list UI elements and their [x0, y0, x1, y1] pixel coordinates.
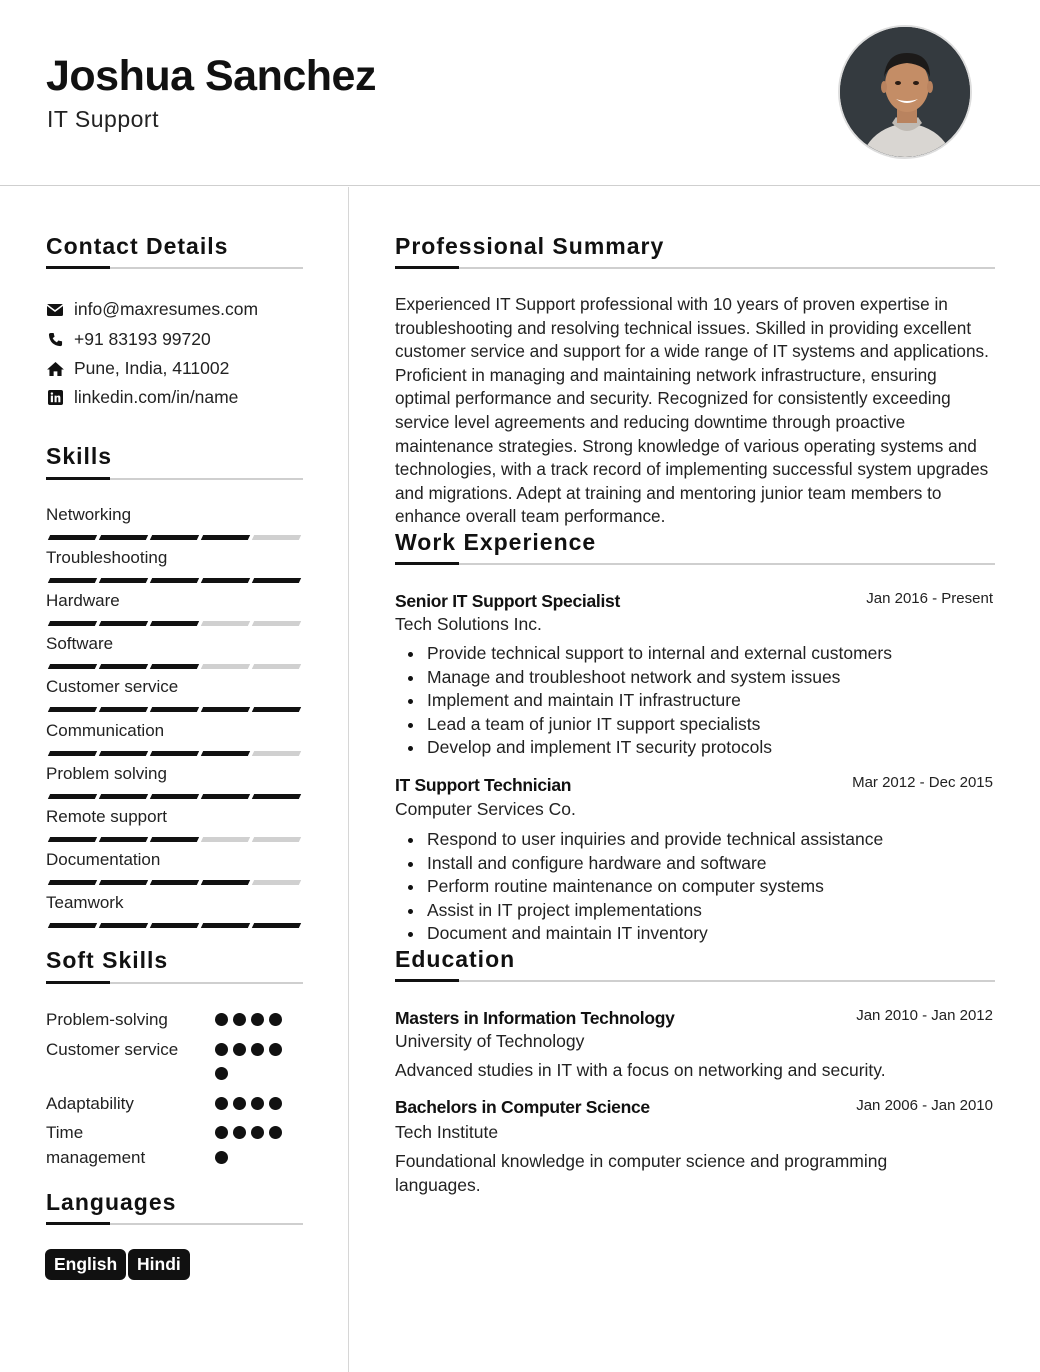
languages-rule	[46, 1223, 303, 1225]
contact-linkedin[interactable]	[46, 387, 238, 408]
skill-level-segment	[252, 707, 301, 712]
list-item: Perform routine maintenance on computer systems	[395, 875, 995, 899]
skill-level-segment	[252, 578, 301, 583]
skill-level-bar	[46, 880, 302, 885]
soft-skills-section-title: Soft Skills	[46, 947, 169, 973]
list-item: Provide technical support to internal and external customers	[395, 642, 995, 666]
skill-level-segment	[99, 923, 148, 928]
skill-level-segment	[99, 751, 148, 756]
skill-level-segment	[48, 923, 97, 928]
job-company: Computer Services Co.	[395, 799, 576, 819]
contact-email[interactable]	[46, 299, 258, 320]
skill-level-segment	[48, 535, 97, 540]
skill-level-segment	[201, 751, 250, 756]
skill-level-bar	[46, 621, 302, 626]
school-name: University of Technology	[395, 1031, 585, 1051]
soft-skill-label: Time management	[46, 1123, 146, 1167]
list-item: Lead a team of junior IT support specialists	[395, 713, 995, 737]
skill-level-segment	[252, 664, 301, 669]
contact-section-title: Contact Details	[46, 233, 229, 259]
skill-level-segment	[150, 621, 199, 626]
column-divider	[348, 187, 349, 1372]
degree-description: Advanced studies in IT with a focus on networking and security.	[395, 1060, 886, 1080]
degree-description: Foundational knowledge in computer science and programming languages.	[395, 1151, 888, 1195]
summary-text: Experienced IT Support professional with 10 years of proven expertise in troubleshooting and resolving technical issues. Skilled in providing excellent customer service and support for a wide range of IT systems and applications. Proficient in managing and maintaining network infrastructure, ensuring optimal performance and security. Recognized for consistently exceeding service level agreements and reducing downtime through proactive maintenance strategies. Strong knowledge of various operating systems and technologies, with a track record of implementing successful system upgrades and migrations. Adept at training and mentoring junior team members to enhance overall team performance.	[395, 294, 989, 527]
skill-level-bar	[46, 837, 302, 842]
skill-level-bar	[46, 664, 302, 669]
skill-level-bar	[46, 923, 302, 928]
skill-level-segment	[48, 794, 97, 799]
school-name: Tech Institute	[395, 1122, 499, 1142]
skill-label: Remote support	[46, 807, 167, 826]
skill-level-segment	[150, 707, 199, 712]
skill-level-segment	[48, 664, 97, 669]
skill-level-segment	[252, 794, 301, 799]
skill-level-segment	[252, 837, 301, 842]
linkedin-text: linkedin.com/in/name	[74, 387, 239, 407]
list-item: Document and maintain IT inventory	[395, 922, 995, 946]
location-text: Pune, India, 411002	[74, 358, 230, 378]
skill-level-segment	[48, 707, 97, 712]
skill-level-bar	[46, 751, 302, 756]
skill-level-segment	[252, 751, 301, 756]
skill-level-segment	[99, 837, 148, 842]
skills-section-title: Skills	[46, 443, 113, 469]
skill-level-bar	[46, 578, 302, 583]
home-icon	[46, 360, 64, 378]
list-item: Respond to user inquiries and provide technical assistance	[395, 828, 995, 852]
skill-level-segment	[201, 535, 250, 540]
skill-level-segment	[150, 880, 199, 885]
education-section-title: Education	[395, 946, 516, 972]
skill-level-segment	[150, 923, 199, 928]
list-item: Install and configure hardware and software	[395, 852, 995, 876]
skill-level-segment	[150, 664, 199, 669]
skill-label: Communication	[46, 721, 165, 740]
skill-level-segment	[150, 578, 199, 583]
skill-level-segment	[201, 794, 250, 799]
job-title: Senior IT Support Specialist	[395, 591, 620, 611]
summary-rule	[395, 267, 995, 269]
skill-level-segment	[252, 621, 301, 626]
skill-level-segment	[99, 621, 148, 626]
skill-level-segment	[48, 578, 97, 583]
skill-level-segment	[150, 794, 199, 799]
phone-text: +91 83193 99720	[74, 329, 211, 349]
skill-level-segment	[201, 707, 250, 712]
job-date: Mar 2012 - Dec 2015	[852, 774, 993, 791]
candidate-name: Joshua Sanchez	[46, 52, 376, 100]
list-item: Implement and maintain IT infrastructure	[395, 689, 995, 713]
skill-label: Problem solving	[46, 764, 167, 783]
skill-level-segment	[252, 535, 301, 540]
linkedin-icon	[46, 389, 64, 407]
contact-rule	[46, 267, 303, 269]
skill-level-segment	[48, 621, 97, 626]
experience-rule	[395, 563, 995, 565]
job-company: Tech Solutions Inc.	[395, 614, 542, 634]
experience-section-title: Work Experience	[395, 529, 597, 555]
skill-level-segment	[48, 880, 97, 885]
skill-label: Customer service	[46, 677, 179, 696]
resume-header	[0, 0, 1040, 186]
skill-level-segment	[201, 837, 250, 842]
skill-level-segment	[201, 578, 250, 583]
skills-rule	[46, 478, 303, 480]
skill-level-segment	[99, 707, 148, 712]
skill-level-segment	[48, 751, 97, 756]
degree-title: Masters in Information Technology	[395, 1008, 675, 1028]
job-bullets	[395, 642, 995, 760]
profile-photo	[838, 25, 972, 159]
degree-title: Bachelors in Computer Science	[395, 1097, 650, 1117]
list-item: Manage and troubleshoot network and system issues	[395, 666, 995, 690]
skill-label: Networking	[46, 505, 132, 524]
skill-level-segment	[201, 621, 250, 626]
soft-skills-rule	[46, 982, 303, 984]
skill-level-segment	[201, 880, 250, 885]
skill-label: Documentation	[46, 850, 161, 869]
skill-label: Troubleshooting	[46, 548, 168, 567]
languages-section-title: Languages	[46, 1189, 177, 1215]
skill-level-segment	[99, 535, 148, 540]
contact-location	[46, 358, 229, 379]
language-tag-english: English	[45, 1249, 126, 1280]
education-rule	[395, 980, 995, 982]
skill-label: Teamwork	[46, 893, 124, 912]
summary-section-title: Professional Summary	[395, 233, 665, 259]
skill-label: Software	[46, 634, 114, 653]
soft-skill-label: Problem-solving	[46, 1010, 168, 1029]
contact-phone[interactable]	[46, 329, 211, 350]
skill-level-segment	[150, 751, 199, 756]
skill-level-segment	[48, 837, 97, 842]
skill-level-segment	[252, 880, 301, 885]
skill-level-bar	[46, 535, 302, 540]
skill-level-segment	[201, 664, 250, 669]
soft-skill-label: Customer service	[46, 1040, 179, 1059]
skill-level-segment	[252, 923, 301, 928]
soft-skill-label: Adaptability	[46, 1094, 134, 1113]
skill-level-bar	[46, 794, 302, 799]
skill-level-segment	[99, 578, 148, 583]
skill-level-segment	[201, 923, 250, 928]
job-bullets	[395, 828, 995, 946]
list-item: Assist in IT project implementations	[395, 899, 995, 923]
skill-level-segment	[99, 664, 148, 669]
job-title: IT Support Technician	[395, 775, 572, 795]
skill-label: Hardware	[46, 591, 120, 610]
degree-date: Jan 2010 - Jan 2012	[856, 1007, 993, 1024]
skill-level-segment	[99, 794, 148, 799]
envelope-icon	[46, 301, 64, 319]
language-tag-hindi: Hindi	[128, 1249, 190, 1280]
skill-level-segment	[99, 880, 148, 885]
skill-level-segment	[150, 837, 199, 842]
skill-level-bar	[46, 707, 302, 712]
portrait-image	[840, 27, 972, 159]
email-text: info@maxresumes.com	[74, 299, 259, 319]
skill-level-segment	[150, 535, 199, 540]
list-item: Develop and implement IT security protocols	[395, 736, 995, 760]
candidate-title: IT Support	[47, 106, 159, 132]
job-date: Jan 2016 - Present	[866, 590, 993, 607]
degree-date: Jan 2006 - Jan 2010	[856, 1097, 993, 1114]
phone-icon	[46, 331, 64, 349]
